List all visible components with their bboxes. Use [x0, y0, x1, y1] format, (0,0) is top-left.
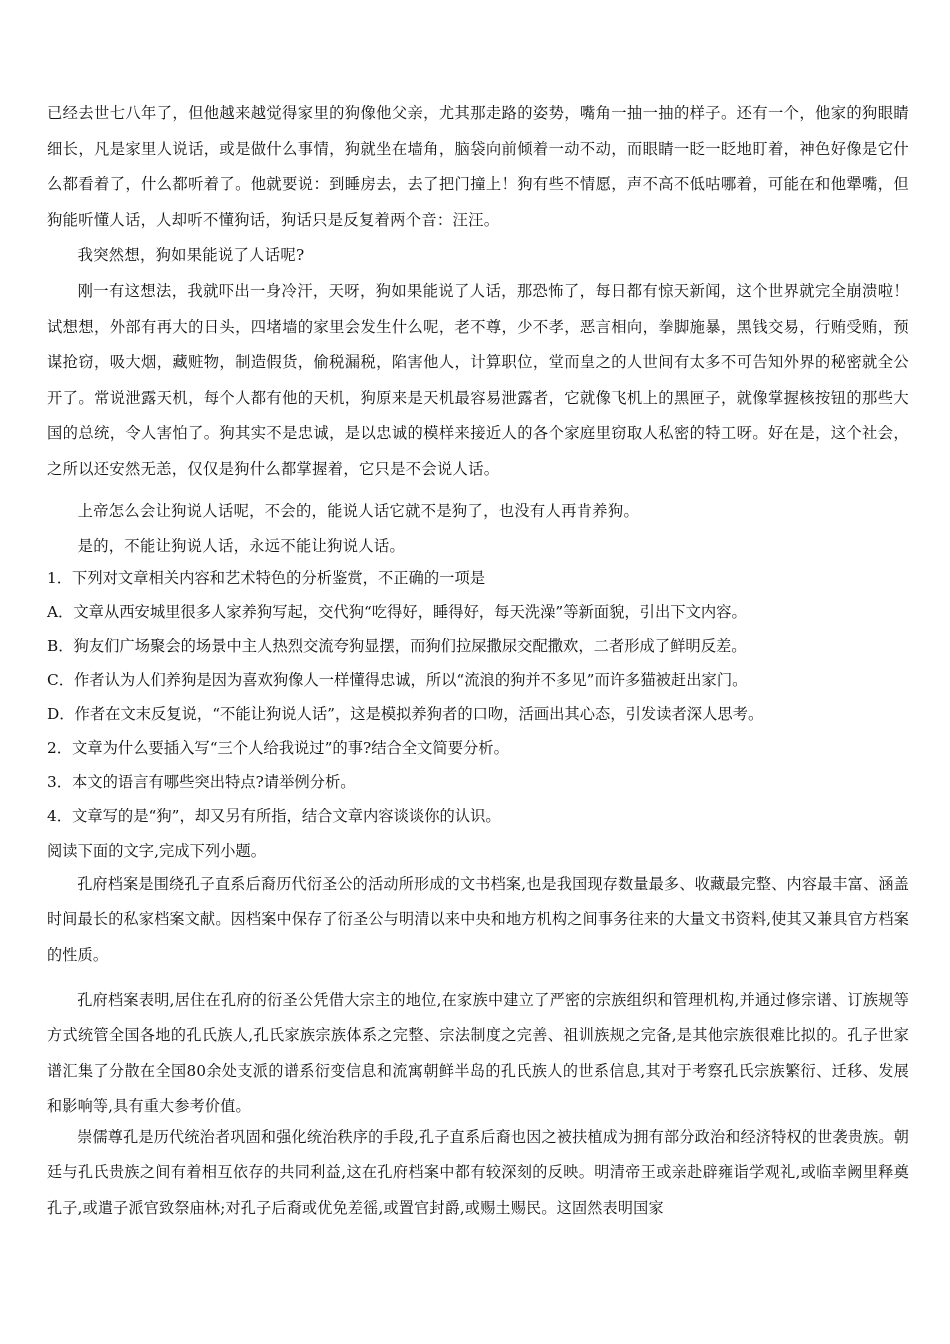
question-2: 2．文章为什么要插入写“三个人给我说过”的事?结合全文简要分析。	[47, 739, 509, 757]
passage1-paragraph-1: 已经去世七八年了，但他越来越觉得家里的狗像他父亲，尤其那走路的姿势，嘴角一抽一抽的样子。还有一个，他家的狗眼睛细长，凡是家里人说话，或是做什么事情，狗就坐在墙角，脑袋向前倾着一动不动，而眼睛一眨一眨地盯着，神色好像是它什么都看着了，什么都听着了。他就要说：到睡房去，去了把门撞上！狗有些不情愿，声不高不低咕哪着，可能在和他犟嘴，但狗能听懂人话，人却听不懂狗话，狗话只是反复着两个音：汪汪。	[47, 104, 909, 229]
passage1-paragraph-5: 是的，不能让狗说人话，永远不能让狗说人话。	[77, 537, 406, 555]
question-3: 3．本文的语言有哪些突出特点?请举例分析。	[47, 773, 356, 791]
question-4: 4．文章写的是“狗”，却又另有所指，结合文章内容谈谈你的认识。	[47, 807, 501, 825]
passage2-paragraph-3: 崇儒尊孔是历代统治者巩固和强化统治秩序的手段,孔子直系后裔也因之被扶植成为拥有部分政治和经济特权的世袭贵族。朝廷与孔氏贵族之间有着相互依存的共同利益,这在孔府档案中都有较深刻的反映。明清帝王或亲赴辟雍诣学观礼,或临幸阙里释奠孔子,或遣子派官致祭庙林;对孔子后裔或优免差徭,或置官封爵,或赐土赐民。这固然表明国家	[47, 1128, 909, 1217]
question-1-option-b: B．狗友们广场聚会的场景中主人热烈交流夸狗显摆，而狗们拉屎撒尿交配撒欢，二者形成了鲜明反差。	[47, 637, 747, 655]
passage1-paragraph-2: 我突然想，狗如果能说了人话呢?	[77, 246, 305, 264]
question-1-option-d: D．作者在文末反复说，“不能让狗说人话”，这是模拟养狗者的口吻，活画出其心态，引发读者深人思考。	[47, 705, 764, 723]
passage1-paragraph-4: 上帝怎么会让狗说人话呢，不会的，能说人话它就不是狗了，也没有人再肯养狗。	[77, 502, 640, 520]
passage2-paragraph-1: 孔府档案是围绕孔子直系后裔历代衍圣公的活动所形成的文书档案,也是我国现存数量最多、收藏最完整、内容最丰富、涵盖时间最长的私家档案文献。因档案中保存了衍圣公与明清以来中央和地方机构之间事务往来的大量文书资料,使其又兼具官方档案的性质。	[47, 875, 909, 964]
question-1: 1．下列对文章相关内容和艺术特色的分析鉴赏，不正确的一项是	[47, 569, 486, 587]
question-1-option-a: A．文章从西安城里很多人家养狗写起，交代狗“吃得好，睡得好，每天洗澡”等新面貌，引出下文内容。	[47, 603, 747, 621]
passage1-paragraph-3: 刚一有这想法，我就吓出一身冷汗，天呀，狗如果能说了人话，那恐怖了，每日都有惊天新闻，这个世界就完全崩溃啦！试想想，外部有再大的日头，四堵墙的家里会发生什么呢，老不尊，少不孝，恶言相向，拳脚施暴，黑钱交易，行贿受贿，预谋抢窃，吸大烟，藏赃物，制造假货，偷税漏税，陷害他人，计算职位，堂而皇之的人世间有太多不可告知外界的秘密就全公开了。常说泄露天机，每个人都有他的天机，狗原来是天机最容易泄露者，它就像飞机上的黑匣子，就像掌握核按钮的那些大国的总统，令人害怕了。狗其实不是忠诚，是以忠诚的模样来接近人的各个家庭里窃取人私密的特工呀。好在是，这个社会，之所以还安然无恙，仅仅是狗什么都掌握着，它只是不会说人话。	[47, 282, 909, 478]
passage2-paragraph-2: 孔府档案表明,居住在孔府的衍圣公凭借大宗主的地位,在家族中建立了严密的宗族组织和管理机构,并通过修宗谱、订族规等方式统管全国各地的孔氏族人,孔氏家族宗族体系之完整、宗法制度之完善、祖训族规之完备,是其他宗族很难比拟的。孔子世家谱汇集了分散在全国80余处支派的谱系衍变信息和流寓朝鲜半岛的孔氏族人的世系信息,其对于考察孔氏宗族繁衍、迁移、发展和影响等,具有重大参考价值。	[47, 991, 909, 1115]
question-1-option-c: C．作者认为人们养狗是因为喜欢狗像人一样懂得忠诚，所以“流浪的狗并不多见”而许多猫被赶出家门。	[47, 671, 748, 689]
reading-instruction: 阅读下面的文字,完成下列小题。	[47, 842, 267, 860]
